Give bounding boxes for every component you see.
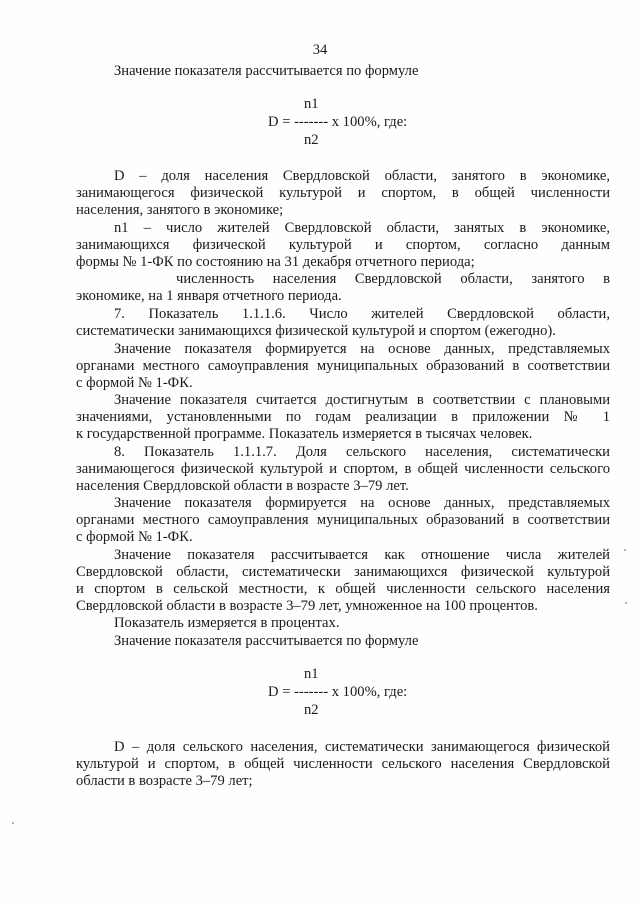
paragraph-line: Показатель измеряется в процентах.	[114, 615, 340, 631]
paragraph-line: занимающихся физической культурой и спортом, согласно данным	[76, 237, 610, 253]
paragraph-line: и спортом в сельской местности, к общей численности сельского населения	[76, 581, 610, 597]
paragraph-line: формы № 1-ФК по состоянию на 31 декабря отчетного периода;	[76, 254, 475, 270]
paragraph-line: Свердловской области в возрасте 3–79 лет, умноженное на 100 процентов.	[76, 598, 538, 614]
paragraph-line: экономике, на 1 января отчетного периода.	[76, 288, 342, 304]
formula-expression: D = ------- х 100%, где:	[268, 114, 408, 130]
formula-intro: Значение показателя рассчитывается по формуле	[114, 63, 419, 79]
paragraph-line: систематически занимающихся физической культурой и спортом (ежегодно).	[76, 323, 556, 339]
paragraph-line: области в возрасте 3–79 лет;	[76, 773, 253, 789]
paragraph-line: культурой и спортом, в общей численности сельского населения Свердловской	[76, 756, 610, 772]
paragraph-line: D – доля населения Свердловской области, занятого в экономике,	[114, 168, 610, 184]
paragraph-line: с формой № 1-ФК.	[76, 375, 193, 391]
paragraph-line: Значение показателя формируется на основе данных, представляемых	[114, 495, 610, 511]
scan-speck	[12, 822, 14, 824]
paragraph-line: с формой № 1-ФК.	[76, 529, 193, 545]
paragraph-line: Свердловской области, систематически занимающихся физической культурой	[76, 564, 610, 580]
formula-numerator: n1	[304, 666, 319, 682]
paragraph-line: Значение показателя формируется на основе данных, представляемых	[114, 341, 610, 357]
paragraph-line: 8. Показатель 1.1.1.7. Доля сельского населения, систематически	[114, 444, 610, 460]
paragraph-line: органами местного самоуправления муниципальных образований в соответствии	[76, 358, 610, 374]
paragraph-line: Значение показателя рассчитывается как отношение числа жителей	[114, 547, 610, 563]
formula-expression: D = ------- х 100%, где:	[268, 684, 408, 700]
formula-denominator: n2	[304, 132, 319, 148]
paragraph-line: населения Свердловской области в возрасте 3–79 лет.	[76, 478, 409, 494]
paragraph-line: к государственной программе. Показатель измеряется в тысячах человек.	[76, 426, 533, 442]
paragraph-line: органами местного самоуправления муниципальных образований в соответствии	[76, 512, 610, 528]
paragraph-line: занимающегося физической культурой и спортом, в общей численности сельского	[76, 461, 610, 477]
paragraph-line: 7. Показатель 1.1.1.6. Число жителей Свердловской области,	[114, 306, 610, 322]
paragraph-line: численность населения Свердловской области, занятого в	[176, 271, 610, 287]
paragraph-line: D – доля сельского населения, систематически занимающегося физической	[114, 739, 610, 755]
formula-denominator: n2	[304, 702, 319, 718]
scan-speck	[625, 602, 627, 604]
paragraph-line: n1 – число жителей Свердловской области, занятых в экономике,	[114, 220, 610, 236]
paragraph-line: значениями, установленными по годам реализации в приложении № 1	[76, 409, 610, 425]
paragraph-line: населения, занятого в экономике;	[76, 202, 284, 218]
paragraph-line: занимающегося физической культурой и спортом, в общей численности	[76, 185, 610, 201]
formula-numerator: n1	[304, 96, 319, 112]
page-number: 34	[312, 42, 328, 58]
paragraph-line: Значение показателя считается достигнутым в соответствии с плановыми	[114, 392, 610, 408]
scan-speck	[624, 549, 626, 551]
formula-intro: Значение показателя рассчитывается по формуле	[114, 633, 419, 649]
